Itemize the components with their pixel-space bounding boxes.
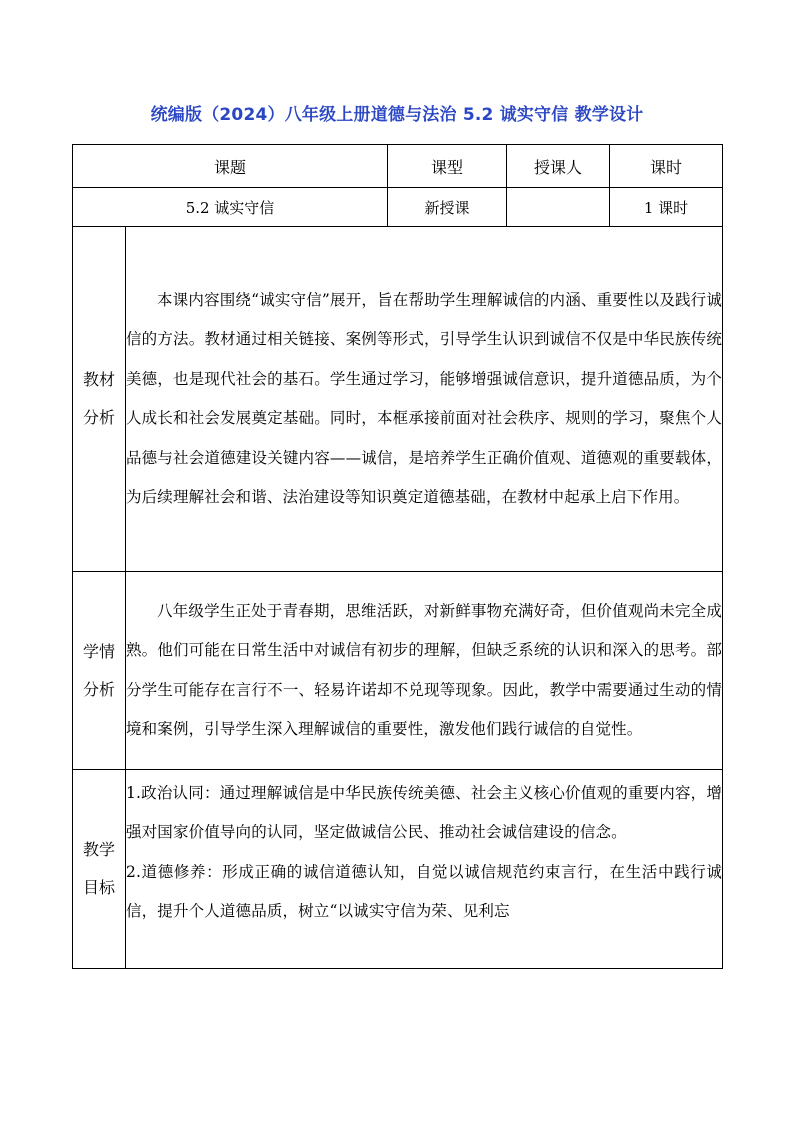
- goal-2-text: 2.道德修养：形成正确的诚信道德认知，自觉以诚信规范约束言行，在生活中践行诚信，提升个人道德品质，树立“以诚实守信为荣、见利忘: [126, 862, 723, 920]
- material-label: [73, 227, 126, 572]
- material-content: [126, 227, 723, 572]
- goals-label-line2: 目标: [82, 878, 115, 897]
- header-teacher: 授课人: [507, 145, 610, 188]
- lesson-plan-table: [72, 144, 723, 969]
- material-label-line2: 分析: [82, 408, 115, 427]
- goal-1-text: 1.政治认同：通过理解诚信是中华民族传统美德、社会主义核心价值观的重要内容，增强对国家价值导向的认同，坚定做诚信公民、推动社会诚信建设的信念。: [126, 783, 723, 841]
- value-hours: 1 课时: [610, 188, 723, 227]
- header-topic: 课题: [73, 145, 388, 188]
- value-type: 新授课: [388, 188, 507, 227]
- section-goals: [73, 770, 723, 969]
- value-topic: 5.2 诚实守信: [73, 188, 388, 227]
- document-title: 统编版（2024）八年级上册道德与法治 5.2 诚实守信 教学设计: [150, 105, 644, 125]
- value-teacher: [507, 188, 610, 227]
- students-content: [126, 572, 723, 770]
- students-text: 八年级学生正处于青春期，思维活跃，对新鲜事物充满好奇，但价值观尚未完全成熟。他们可能在日常生活中对诚信有初步的理解，但缺乏系统的认识和深入的思考。部分学生可能存在言行不一、轻易许诺却不兑现等现象。因此，教学中需要通过生动的情境和案例，引导学生深入理解诚信的重要性，激发他们践行诚信的自觉性。: [126, 601, 723, 738]
- header-hours: 课时: [610, 145, 723, 188]
- goal-2-clip: [126, 853, 722, 965]
- material-text: 本课内容围绕“诚实守信”展开，旨在帮助学生理解诚信的内涵、重要性以及践行诚信的方法。教材通过相关链接、案例等形式，引导学生认识到诚信不仅是中华民族传统美德，也是现代社会的基石。学生通过学习，能够增强诚信意识，提升道德品质，为个人成长和社会发展奠定基础。同时，本框承接前面对社会秩序、规则的学习，聚焦个人品德与社会道德建设关键内容——诚信，是培养学生正确价值观、道德观的重要载体，为后续理解社会和谐、法治建设等知识奠定道德基础，在教材中起承上启下作用。: [126, 290, 723, 506]
- students-label-line1: 学情: [82, 641, 115, 661]
- material-label-line1: 教材: [82, 370, 115, 389]
- students-label: [73, 572, 126, 770]
- header-row: [73, 145, 723, 188]
- section-students: [73, 572, 723, 770]
- header-type: 课型: [388, 145, 507, 188]
- section-material: [73, 227, 723, 572]
- goals-label-line1: 教学: [82, 840, 115, 859]
- goals-content: [126, 770, 723, 969]
- value-row: [73, 188, 723, 227]
- goals-label: [73, 770, 126, 969]
- students-label-line2: 分析: [82, 679, 115, 699]
